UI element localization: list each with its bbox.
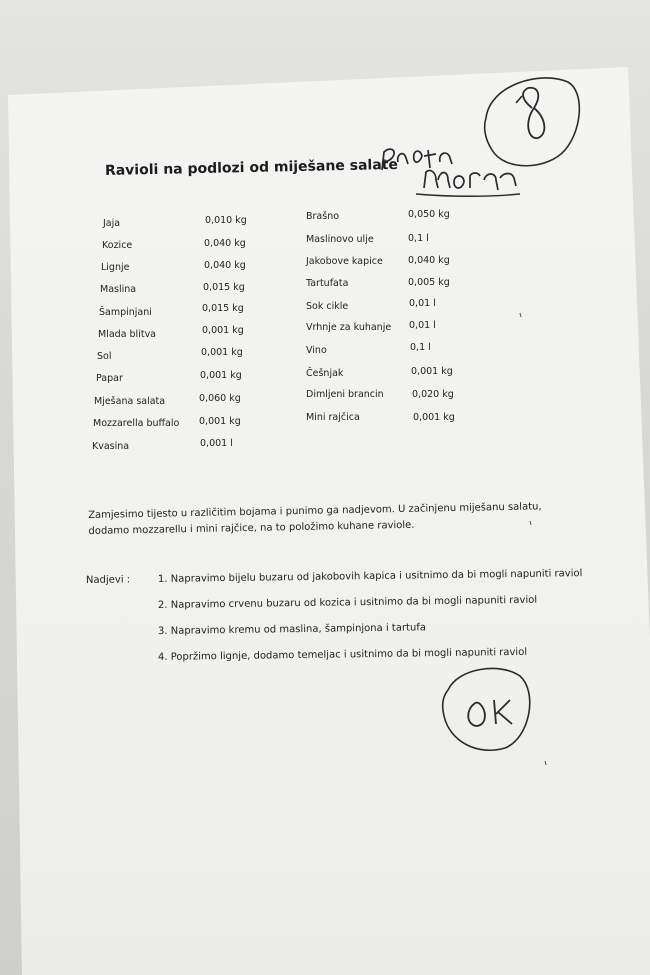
ingredient-amount: 0,1 l xyxy=(408,233,429,244)
ingredient-amount: 0,015 kg xyxy=(202,303,244,314)
filling-step: 2. Napravimo crvenu buzaru od kozica i usitnimo da bi mogli napuniti raviol xyxy=(157,594,538,611)
ingredient-name: Mješana salata xyxy=(94,396,166,407)
ingredient-name: Mozzarella buffalo xyxy=(93,418,180,429)
ingredient-amount: 0,010 kg xyxy=(205,215,247,226)
ingredient-amount: 0,050 kg xyxy=(408,209,450,220)
ingredient-name: Sok cikle xyxy=(306,301,349,312)
filling-step: 1. Napravimo bijelu buzaru od jakobovih kapica i usitnimo da bi mogli napuniti raviol xyxy=(157,568,583,585)
ingredient-amount: 0,1 l xyxy=(410,342,431,353)
instructions-paragraph: Zamjesimo tijesto u različitim bojama i punimo ga nadjevom. U začinjenu miješanu salatu, dodamo mozzarellu i mini rajčice, na to položimo kuhane raviole. xyxy=(88,501,542,537)
ingredient-amount: 0,001 kg xyxy=(411,366,453,377)
ingredient-amount: 0,040 kg xyxy=(204,238,246,249)
ingredient-amount: 0,001 kg xyxy=(202,325,244,336)
ingredient-amount: 0,040 kg xyxy=(204,260,246,271)
ingredient-amount: 0,001 kg xyxy=(199,416,241,427)
ingredient-name: Maslinovo ulje xyxy=(306,234,374,245)
ingredient-name: Kozice xyxy=(102,240,133,251)
ingredient-name: Kvasina xyxy=(92,441,130,452)
ingredient-name: Šampinjani xyxy=(99,307,152,318)
ingredient-name: Jakobove kapice xyxy=(306,256,383,267)
ingredient-amount: 0,015 kg xyxy=(203,282,245,293)
ingredient-name: Tartufata xyxy=(306,278,349,289)
ingredient-name: Maslina xyxy=(100,284,137,295)
ingredient-amount: 0,060 kg xyxy=(199,393,241,404)
ingredient-amount: 0,001 kg xyxy=(201,347,243,358)
ingredient-amount: 0,001 kg xyxy=(413,412,455,423)
ingredient-amount: 0,040 kg xyxy=(408,255,450,266)
filling-step: 4. Popržimo lignje, dodamo temeljac i usitnimo da bi mogli napuniti raviol xyxy=(157,646,528,663)
ingredient-amount: 0,020 kg xyxy=(412,389,454,400)
ingredient-amount: 0,01 l xyxy=(409,320,436,331)
ingredient-name: Mlada blitva xyxy=(98,329,157,340)
ingredient-amount: 0,005 kg xyxy=(408,277,450,288)
ingredient-name: Vino xyxy=(306,345,327,356)
filling-step: 3. Napravimo kremu od maslina, šampinjona i tartufa xyxy=(157,622,427,637)
ingredient-amount: 0,001 l xyxy=(200,438,233,449)
fillings-label: Nadjevi : xyxy=(85,574,131,586)
ingredient-name: Dimljeni brancin xyxy=(306,389,384,400)
ingredient-amount: 0,01 l xyxy=(409,298,436,309)
ingredient-name: Papar xyxy=(96,373,123,384)
ingredient-name: Vrhnje za kuhanje xyxy=(306,322,392,333)
ingredient-amount: 0,001 kg xyxy=(200,370,242,381)
ingredient-name: Jaja xyxy=(103,218,121,229)
ingredient-name: Mini rajčica xyxy=(306,412,360,423)
ingredient-name: Brašno xyxy=(306,211,340,222)
ingredient-name: Sol xyxy=(97,351,112,362)
ingredient-name: Češnjak xyxy=(306,368,344,379)
recipe-title: Ravioli na podlozi od miješane salate xyxy=(104,156,399,179)
ingredient-name: Lignje xyxy=(101,262,130,273)
